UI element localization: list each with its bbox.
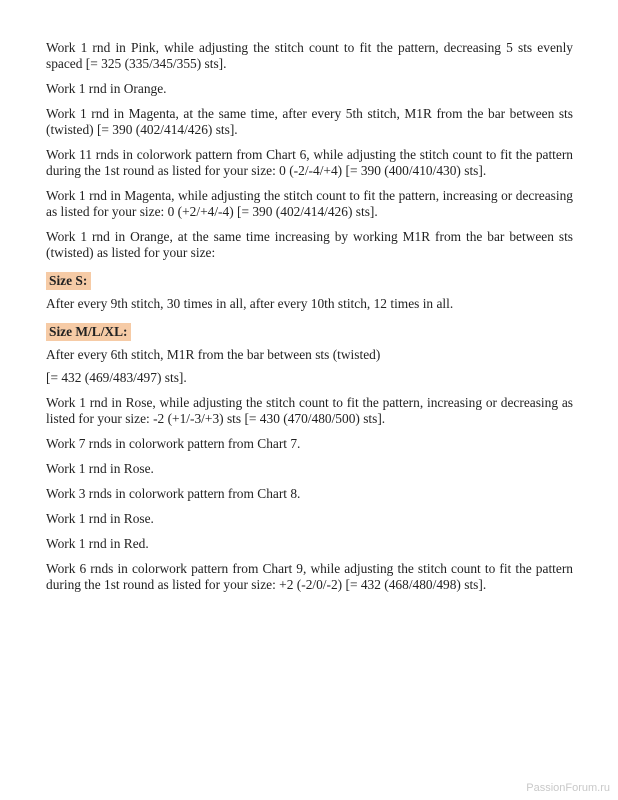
instruction-orange-increase: Work 1 rnd in Orange, at the same time increasing by working M1R from the bar between sts (twisted) as listed for your size:	[46, 229, 573, 260]
pattern-instructions	[46, 40, 573, 602]
instruction-magenta-adjust: Work 1 rnd in Magenta, while adjusting the stitch count to fit the pattern, increasing or decreasing as listed for your size: 0 (+2/+4/-4) [= 390 (402/414/426) sts].	[46, 188, 573, 219]
instruction-chart-9: Work 6 rnds in colorwork pattern from Chart 9, while adjusting the stitch count to fit the pattern during the 1st round as listed for your size: +2 (-2/0/-2) [= 432 (468/480/498) sts].	[46, 561, 573, 592]
instruction-pink-round: Work 1 rnd in Pink, while adjusting the stitch count to fit the pattern, decreasing 5 sts evenly spaced [= 325 (335/345/355) sts].	[46, 40, 573, 71]
instruction-magenta-increase: Work 1 rnd in Magenta, at the same time, after every 5th stitch, M1R from the bar between sts (twisted) [= 390 (402/414/426) sts].	[46, 106, 573, 137]
instruction-rose-round-2: Work 1 rnd in Rose.	[46, 511, 154, 526]
size-s-section	[46, 270, 573, 312]
size-mlxl-section	[46, 321, 573, 386]
instruction-rose-adjust: Work 1 rnd in Rose, while adjusting the stitch count to fit the pattern, increasing or decreasing as listed for your size: -2 (+1/-3/+3) sts [= 430 (470/480/500) sts].	[46, 395, 573, 426]
size-mlxl-instruction: After every 6th stitch, M1R from the bar between sts (twisted)	[46, 347, 381, 362]
size-s-label: Size S:	[46, 272, 91, 290]
instruction-chart-7: Work 7 rnds in colorwork pattern from Chart 7.	[46, 436, 301, 451]
instruction-red-round: Work 1 rnd in Red.	[46, 536, 149, 551]
size-s-instruction: After every 9th stitch, 30 times in all, after every 10th stitch, 12 times in all.	[46, 296, 454, 311]
watermark: PassionForum.ru	[526, 782, 610, 794]
size-mlxl-label: Size M/L/XL:	[46, 323, 131, 341]
instruction-chart-8: Work 3 rnds in colorwork pattern from Chart 8.	[46, 486, 301, 501]
instruction-orange-round: Work 1 rnd in Orange.	[46, 81, 167, 96]
instruction-rose-round-1: Work 1 rnd in Rose.	[46, 461, 154, 476]
instruction-chart-6: Work 11 rnds in colorwork pattern from Chart 6, while adjusting the stitch count to fit the pattern during the 1st round as listed for your size: 0 (-2/-4/+4) [= 390 (400/410/430) sts].	[46, 147, 573, 178]
size-mlxl-stitch-count: [= 432 (469/483/497) sts].	[46, 370, 187, 385]
